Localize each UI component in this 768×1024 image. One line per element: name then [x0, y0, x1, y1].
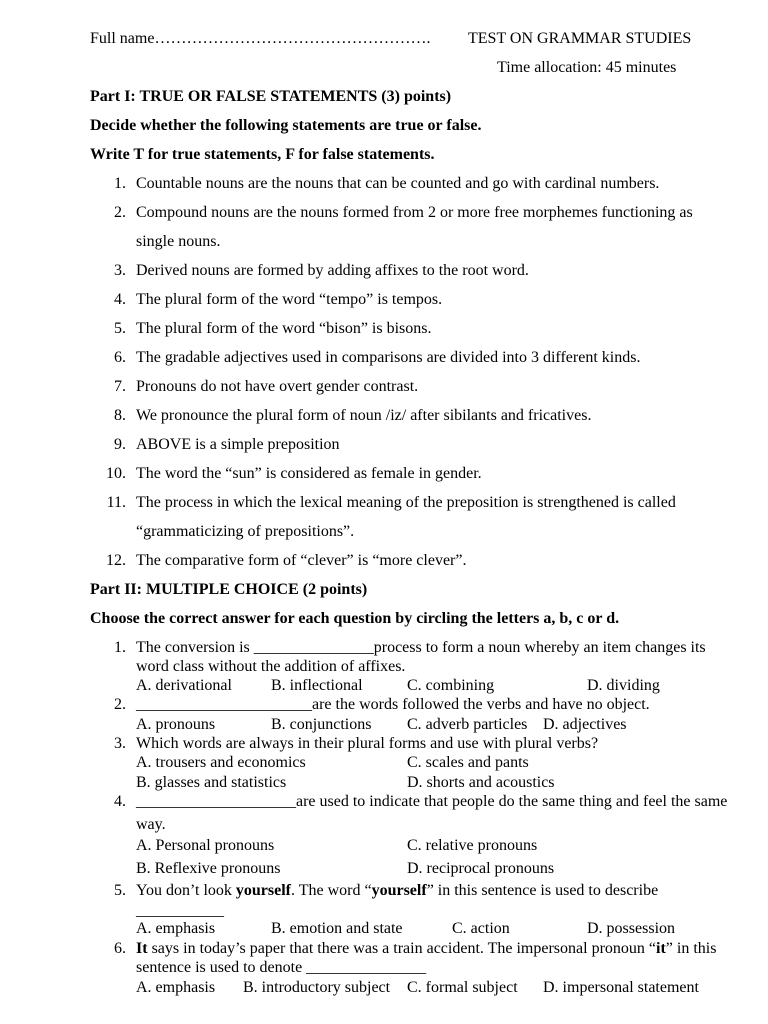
- question-text-part: You don’t look: [136, 882, 236, 899]
- option-d[interactable]: D. possession: [587, 920, 676, 937]
- item-text: Countable nouns are the nouns that can be counted and go with cardinal numbers.: [136, 175, 660, 192]
- item-text: The word the “sun” is considered as female in gender.: [136, 465, 482, 482]
- option-c[interactable]: C. adverb particles: [407, 716, 528, 733]
- question-text: [136, 881, 658, 901]
- item-number: 4.: [114, 291, 126, 308]
- option-b[interactable]: B. introductory subject: [243, 979, 391, 996]
- option-a[interactable]: A. emphasis: [136, 920, 216, 937]
- part1-instruction-2: Write T for true statements, F for false statements.: [90, 146, 435, 163]
- question-text: way.: [136, 816, 166, 833]
- option-b[interactable]: B. conjunctions: [271, 716, 372, 733]
- option-b[interactable]: B. Reflexive pronouns: [136, 860, 281, 877]
- item-text: Derived nouns are formed by adding affixes to the root word.: [136, 262, 529, 279]
- question-number: 6.: [114, 940, 126, 957]
- option-d[interactable]: D. adjectives: [543, 716, 627, 733]
- option-b[interactable]: B. emotion and state: [271, 920, 403, 937]
- question-text: sentence is used to denote _______________: [136, 959, 427, 976]
- item-text: single nouns.: [136, 233, 221, 250]
- option-c[interactable]: C. action: [452, 920, 510, 937]
- item-text: The plural form of the word “tempo” is tempos.: [136, 291, 443, 308]
- item-number: 6.: [114, 349, 126, 366]
- question-text: The conversion is _______________process to form a noun whereby an item changes its: [136, 639, 706, 656]
- option-c[interactable]: C. relative pronouns: [407, 837, 538, 854]
- item-text: We pronounce the plural form of noun /iz/ after sibilants and fricatives.: [136, 407, 592, 424]
- item-text: “grammaticizing of prepositions”.: [136, 523, 355, 540]
- question-number: 3.: [114, 735, 126, 752]
- item-number: 11.: [106, 494, 126, 511]
- item-text: The process in which the lexical meaning of the preposition is strengthened is called: [136, 494, 676, 511]
- option-a[interactable]: A. emphasis: [136, 979, 216, 996]
- item-number: 10.: [106, 465, 126, 482]
- option-d[interactable]: D. impersonal statement: [543, 979, 699, 996]
- option-d[interactable]: D. dividing: [587, 677, 660, 694]
- question-text-part: ” in this sentence is used to describe: [426, 882, 659, 899]
- item-number: 3.: [114, 262, 126, 279]
- item-number: 12.: [106, 552, 126, 569]
- question-number: 5.: [114, 882, 126, 899]
- question-text-part: . The word “: [291, 882, 372, 899]
- question-text: [136, 939, 716, 959]
- item-text: Pronouns do not have overt gender contrast.: [136, 378, 419, 395]
- item-text: The comparative form of “clever” is “more clever”.: [136, 552, 467, 569]
- question-text-part: ” in this: [665, 940, 717, 957]
- full-name-field: Full name…………………………………………….: [90, 30, 431, 47]
- answer-blank: ___________: [136, 902, 224, 919]
- option-a[interactable]: A. Personal pronouns: [136, 837, 275, 854]
- item-number: 5.: [114, 320, 126, 337]
- emphasized-word: yourself: [235, 882, 291, 899]
- item-number: 7.: [114, 378, 126, 395]
- time-allocation: Time allocation: 45 minutes: [497, 59, 677, 76]
- item-number: 2.: [114, 204, 126, 221]
- part2-instruction: Choose the correct answer for each question by circling the letters a, b, c or d.: [90, 610, 620, 627]
- item-text: Compound nouns are the nouns formed from 2 or more free morphemes functioning as: [136, 204, 693, 221]
- part2-title: Part II: MULTIPLE CHOICE (2 points): [90, 581, 368, 598]
- item-text: ABOVE is a simple preposition: [136, 436, 340, 453]
- item-number: 8.: [114, 407, 126, 424]
- question-number: 1.: [114, 639, 126, 656]
- item-number: 9.: [114, 436, 126, 453]
- option-d[interactable]: D. shorts and acoustics: [407, 774, 555, 791]
- option-b[interactable]: B. glasses and statistics: [136, 774, 287, 791]
- emphasized-word: It: [136, 940, 148, 957]
- option-c[interactable]: C. formal subject: [407, 979, 518, 996]
- option-a[interactable]: A. derivational: [136, 677, 232, 694]
- option-d[interactable]: D. reciprocal pronouns: [407, 860, 555, 877]
- option-a[interactable]: A. trousers and economics: [136, 754, 306, 771]
- part1-title: Part I: TRUE OR FALSE STATEMENTS (3) points): [90, 88, 452, 105]
- test-title: TEST ON GRAMMAR STUDIES: [468, 30, 692, 47]
- item-text: The plural form of the word “bison” is bisons.: [136, 320, 432, 337]
- question-text-part: says in today’s paper that there was a train accident. The impersonal pronoun “: [147, 940, 656, 957]
- question-text: ____________________are used to indicate that people do the same thing and feel the same: [136, 793, 728, 810]
- question-text: word class without the addition of affixes.: [136, 658, 406, 675]
- question-number: 2.: [114, 696, 126, 713]
- item-number: 1.: [114, 175, 126, 192]
- question-text: Which words are always in their plural forms and use with plural verbs?: [136, 735, 599, 752]
- option-a[interactable]: A. pronouns: [136, 716, 216, 733]
- question-text: ______________________are the words followed the verbs and have no object.: [136, 696, 650, 713]
- option-b[interactable]: B. inflectional: [271, 677, 363, 694]
- part1-instruction-1: Decide whether the following statements are true or false.: [90, 117, 482, 134]
- option-c[interactable]: C. combining: [407, 677, 495, 694]
- question-number: 4.: [114, 793, 126, 810]
- option-c[interactable]: C. scales and pants: [407, 754, 529, 771]
- emphasized-word: yourself: [371, 882, 427, 899]
- item-text: The gradable adjectives used in comparisons are divided into 3 different kinds.: [136, 349, 641, 366]
- emphasized-word: it: [656, 940, 666, 957]
